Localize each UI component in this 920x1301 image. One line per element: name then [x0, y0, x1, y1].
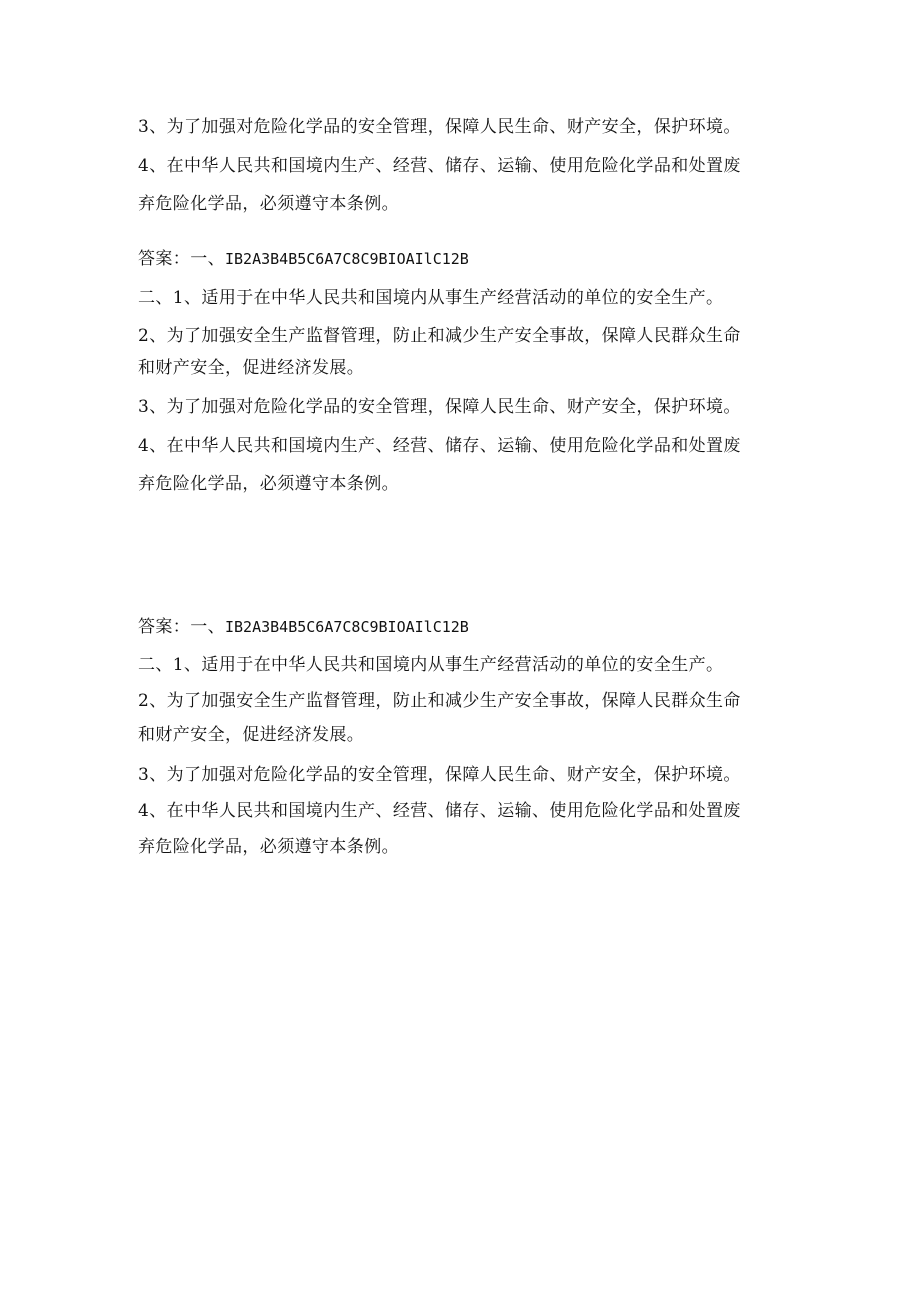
section-2-item-2-line-2: 和财产安全，促进经济发展。 — [138, 358, 365, 378]
section-2-item-4-line-1: 4、在中华人民共和国境内生产、经营、储存、运输、使用危险化学品和处置废 — [138, 801, 741, 821]
paragraph-item-4-line-1: 4、在中华人民共和国境内生产、经营、储存、运输、使用危险化学品和处置废 — [138, 156, 741, 176]
section-2-item-4-line-2: 弃危险化学品，必须遵守本条例。 — [138, 837, 399, 857]
answer-label: 答案：一、 — [138, 617, 225, 637]
section-2-item-2-line-2: 和财产安全，促进经济发展。 — [138, 725, 365, 745]
section-2-item-3: 3、为了加强对危险化学品的安全管理，保障人民生命、财产安全，保护环境。 — [138, 765, 741, 785]
answer-code: IB2A3B4B5C6A7C8C9BIOAIlC12B — [225, 250, 469, 268]
section-2-item-3: 3、为了加强对危险化学品的安全管理，保障人民生命、财产安全，保护环境。 — [138, 397, 741, 417]
section-2-item-2-line-1: 2、为了加强安全生产监督管理，防止和减少生产安全事故，保障人民群众生命 — [138, 326, 741, 346]
paragraph-item-4-line-2: 弃危险化学品，必须遵守本条例。 — [138, 194, 399, 214]
answer-code: IB2A3B4B5C6A7C8C9BIOAIlC12B — [225, 618, 469, 636]
answer-label: 答案：一、 — [138, 249, 225, 269]
section-2-item-4-line-2: 弃危险化学品，必须遵守本条例。 — [138, 474, 399, 494]
paragraph-item-3: 3、为了加强对危险化学品的安全管理，保障人民生命、财产安全，保护环境。 — [138, 117, 741, 137]
section-2-item-1: 二、1、适用于在中华人民共和国境内从事生产经营活动的单位的安全生产。 — [138, 288, 724, 308]
answer-line — [138, 248, 798, 270]
section-2-item-2-line-1: 2、为了加强安全生产监督管理，防止和减少生产安全事故，保障人民群众生命 — [138, 691, 741, 711]
answer-line — [138, 616, 798, 638]
section-2-item-4-line-1: 4、在中华人民共和国境内生产、经营、储存、运输、使用危险化学品和处置废 — [138, 436, 741, 456]
section-2-item-1: 二、1、适用于在中华人民共和国境内从事生产经营活动的单位的安全生产。 — [138, 655, 724, 675]
